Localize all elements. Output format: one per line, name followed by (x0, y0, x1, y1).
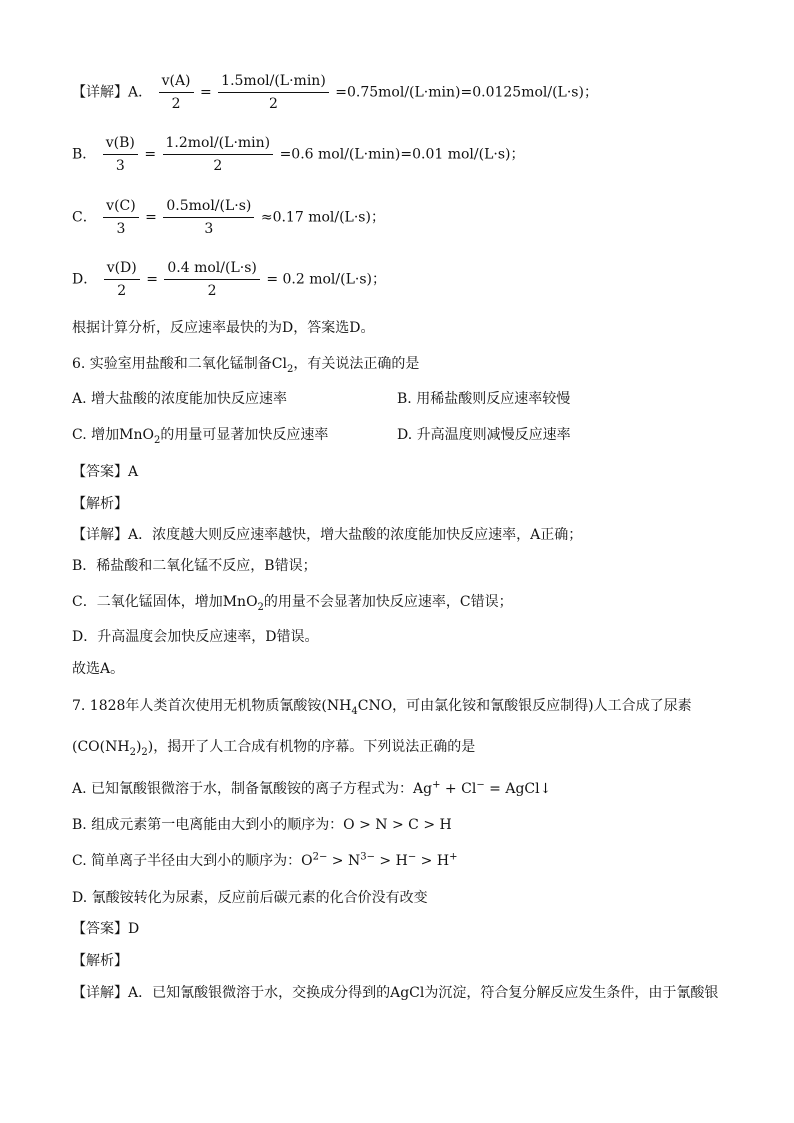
q6-choose: 故选A。 (72, 661, 125, 677)
q5-detail-b: B． $\frac{v(B)}{3}$ = $\frac{\text{1.2mol/(L·min)}}{2}$ =0.6 mol/(L·min)=0.01 mol/(L·s)； (72, 135, 525, 174)
q6-analysis-label: 【解析】 (72, 496, 128, 512)
fraction: $\frac{\text{0.4 mol/(L·s)}}{2}$ (164, 259, 259, 300)
q6-answer: 【答案】A (72, 464, 139, 480)
q5-detail-d: D． $\frac{v(D)}{2}$ = $\frac{\text{0.4 mol/(L·s)}}{2}$ = 0.2 mol/(L·s)； (72, 260, 386, 299)
q6-detail-a: 【详解】A．浓度越大则反应速率越快，增大盐酸的浓度能加快反应速率，A正确； (72, 527, 583, 543)
q7-answer: 【答案】D (72, 921, 140, 937)
fraction: $\frac{v(A)}{2}$ (159, 72, 194, 113)
q7-stem-line1: 7. 1828年人类首次使用无机物质氰酸铵($NH_4CNO$，可由氯化铵和氰酸银反应制得)人工合成了尿素 (72, 698, 692, 717)
fraction: $\frac{v(C)}{3}$ (103, 197, 139, 238)
q5-detail-c: C． $\frac{v(C)}{3}$ = $\frac{\text{0.5mol/(L·s)}}{3}$ ≈0.17 mol/(L·s)； (72, 198, 385, 237)
fraction: $\frac{v(D)}{2}$ (104, 259, 140, 300)
q7-detail-a: 【详解】A．已知氰酸银微溶于水，交换成分得到的AgCl为沉淀，符合复分解反应发生条件，由于氰酸银 (72, 985, 719, 1001)
q5-detail-a: 【详解】A． $\frac{v(A)}{2}$ = $\frac{\text{1.5mol/(L·min)}}{2}$ =0.75mol/(L·min)=0.0125mol/(L·s)； (72, 73, 598, 112)
q7-option-a: A. 已知氰酸银微溶于水，制备氰酸铵的离子方程式为：Ag+ + Cl− = AgCl↓ (72, 779, 552, 797)
q6-option-b: B. 用稀盐酸则反应速率较慢 (397, 391, 571, 407)
q7-option-c: C. 简单离子半径由大到小的顺序为：$O^{2-} > N^{3-} > H^- > H^+$ (72, 851, 458, 869)
q7-stem-line2: $(CO(NH_2)_2)$，揭开了人工合成有机物的序幕。下列说法正确的是 (72, 739, 476, 758)
q6-detail-b: B．稀盐酸和二氧化锰不反应，B错误； (72, 558, 317, 574)
q6-detail-d: D．升高温度会加快反应速率，D错误。 (72, 629, 319, 645)
q6-detail-c: C．二氧化锰固体，增加MnO$_2$的用量不会显著加快反应速率，C错误； (72, 594, 513, 613)
fraction: $\frac{\text{1.2mol/(L·min)}}{2}$ (163, 134, 274, 175)
fraction: $\frac{v(B)}{3}$ (103, 134, 138, 175)
q7-analysis-label: 【解析】 (72, 953, 128, 969)
q6-option-c: C. 增加MnO$_2$的用量可显著加快反应速率 (72, 427, 329, 446)
q6-stem: 6. 实验室用盐酸和二氧化锰制备$Cl_2$，有关说法正确的是 (72, 356, 420, 375)
fraction: $\frac{\text{1.5mol/(L·min)}}{2}$ (218, 72, 329, 113)
q7-option-d: D. 氰酸铵转化为尿素，反应前后碳元素的化合价没有改变 (72, 890, 428, 906)
q6-option-d: D. 升高温度则减慢反应速率 (397, 427, 571, 443)
q5-conclusion: 根据计算分析，反应速率最快的为D，答案选D。 (72, 320, 375, 336)
q7-option-b: B. 组成元素第一电离能由大到小的顺序为：O > N > C > H (72, 817, 452, 833)
fraction: $\frac{\text{0.5mol/(L·s)}}{3}$ (163, 197, 254, 238)
q6-option-a: A. 增大盐酸的浓度能加快反应速率 (72, 391, 288, 407)
